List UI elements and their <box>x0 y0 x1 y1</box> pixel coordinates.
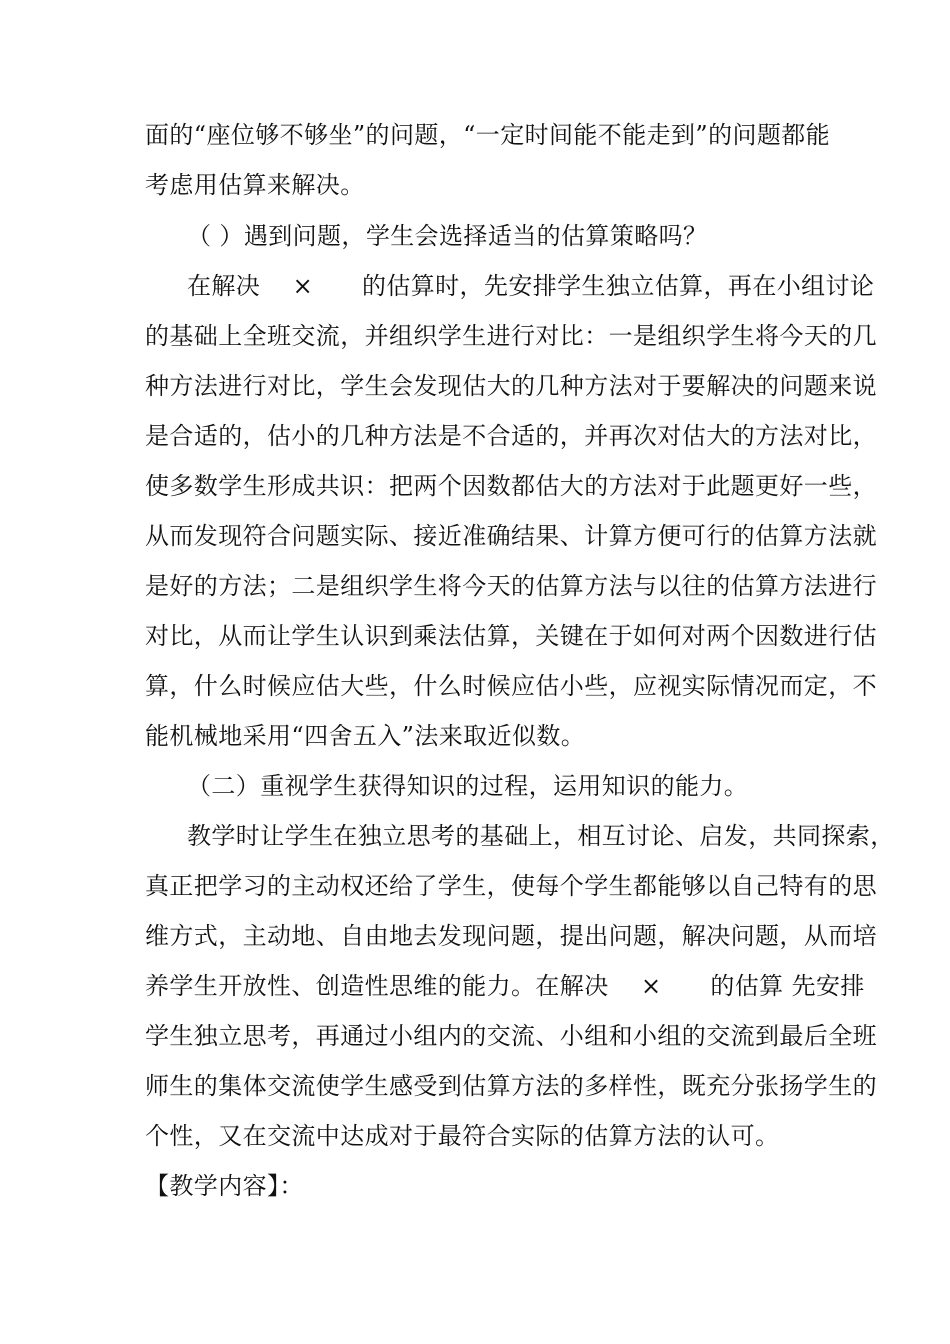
paragraph-line: 对比，从而让学生认识到乘法估算，关键在于如何对两个因数进行估 <box>145 622 877 650</box>
paragraph-line: 学生独立思考，再通过小组内的交流、小组和小组的交流到最后全班 <box>145 1022 877 1050</box>
paragraph-line: 在解决 × 的估算时，先安排学生独立估算，再在小组讨论 <box>187 272 875 300</box>
paragraph-line: 个性，又在交流中达成对于最符合实际的估算方法的认可。 <box>145 1122 780 1150</box>
paragraph-line: 维方式，主动地、自由地去发现问题，提出问题，解决问题，从而培 <box>145 922 877 950</box>
paragraph-line: 真正把学习的主动权还给了学生，使每个学生都能够以自己特有的思 <box>145 872 877 900</box>
paragraph-line: 从而发现符合问题实际、接近准确结果、计算方便可行的估算方法就 <box>145 522 877 550</box>
paragraph-line: 教学时让学生在独立思考的基础上，相互讨论、启发，共同探索， <box>187 822 895 850</box>
paragraph-line: 养学生开放性、创造性思维的能力。在解决 × 的估算 先安排 <box>145 972 865 1000</box>
paragraph-line: 种方法进行对比，学生会发现估大的几种方法对于要解决的问题来说 <box>145 372 877 400</box>
paragraph-line: 的基础上全班交流，并组织学生进行对比：一是组织学生将今天的几 <box>145 322 877 350</box>
paragraph-line: 算，什么时候应估大些，什么时候应估小些，应视实际情况而定，不 <box>145 672 877 700</box>
section-heading-line: （二）重视学生获得知识的过程，运用知识的能力。 <box>187 772 749 800</box>
paragraph-line: 师生的集体交流使学生感受到估算方法的多样性，既充分张扬学生的 <box>145 1072 877 1100</box>
paragraph-line: 是好的方法；二是组织学生将今天的估算方法与以往的估算方法进行 <box>145 572 877 600</box>
paragraph-line: 考虑用估算来解决。 <box>145 171 365 199</box>
paragraph-line: 能机械地采用“四舍五入”法来取近似数。 <box>145 722 586 750</box>
paragraph-line: 使多数学生形成共识：把两个因数都估大的方法对于此题更好一些， <box>145 472 877 500</box>
paragraph-line: 是合适的，估小的几种方法是不合适的，并再次对估大的方法对比， <box>145 422 877 450</box>
paragraph-line: 面的“座位够不够坐”的问题，“一定时间能不能走到”的问题都能 <box>145 121 831 149</box>
section-question-line: （ ）遇到问题，学生会选择适当的估算策略吗？ <box>187 222 708 250</box>
teaching-content-heading: 【教学内容】： <box>145 1172 304 1200</box>
